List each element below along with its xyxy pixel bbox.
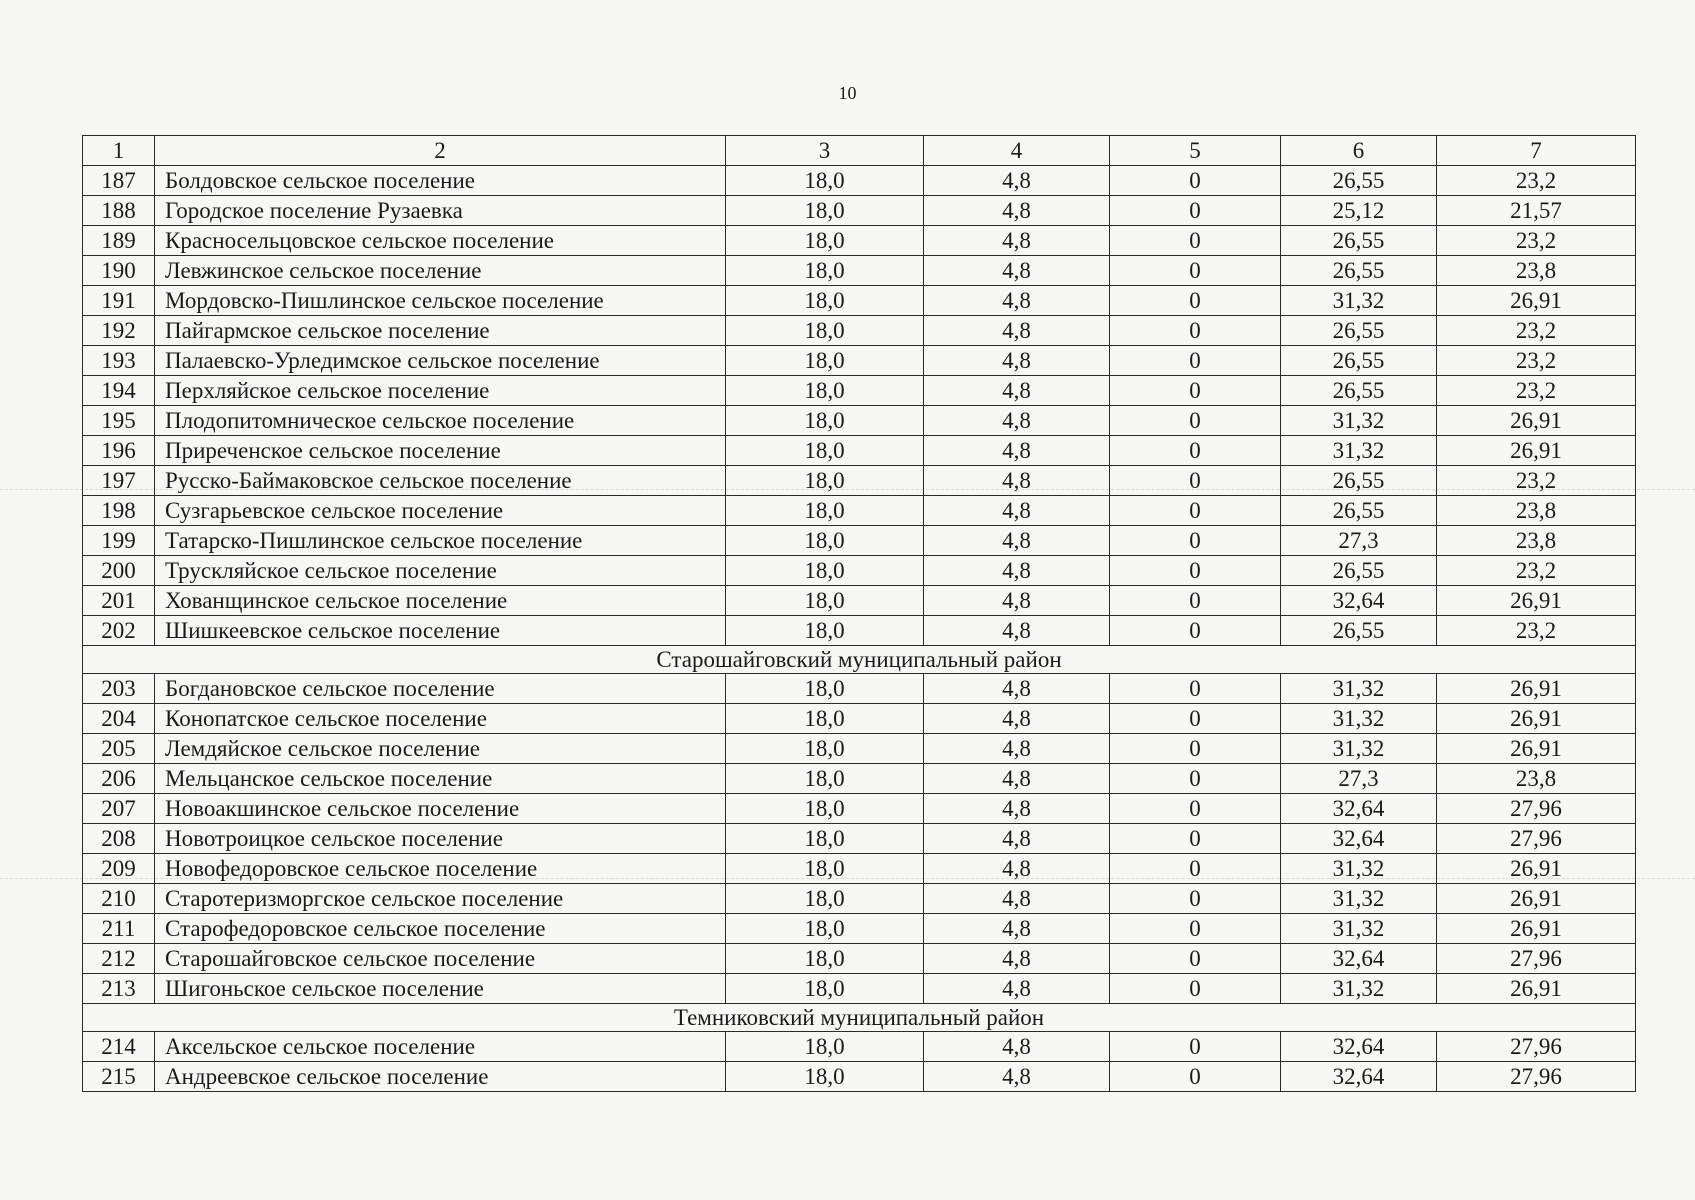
settlement-name: Андреевское сельское поселение xyxy=(155,1062,726,1092)
table-header-row xyxy=(83,136,1636,166)
table-row xyxy=(83,406,1636,436)
row-number: 201 xyxy=(83,586,155,616)
value-col-4: 4,8 xyxy=(924,466,1110,496)
value-col-3: 18,0 xyxy=(726,674,924,704)
value-col-3: 18,0 xyxy=(726,734,924,764)
value-col-3: 18,0 xyxy=(726,884,924,914)
table-row xyxy=(83,704,1636,734)
header-cell: 2 xyxy=(155,136,726,166)
value-col-7: 26,91 xyxy=(1437,974,1636,1004)
value-col-4: 4,8 xyxy=(924,794,1110,824)
settlement-name: Старошайговское сельское поселение xyxy=(155,944,726,974)
value-col-7: 26,91 xyxy=(1437,286,1636,316)
value-col-6: 31,32 xyxy=(1281,704,1437,734)
table-row xyxy=(83,764,1636,794)
value-col-3: 18,0 xyxy=(726,346,924,376)
row-number: 200 xyxy=(83,556,155,586)
header-cell: 5 xyxy=(1110,136,1281,166)
value-col-5: 0 xyxy=(1110,496,1281,526)
table-row xyxy=(83,226,1636,256)
value-col-6: 26,55 xyxy=(1281,346,1437,376)
value-col-6: 26,55 xyxy=(1281,316,1437,346)
value-col-5: 0 xyxy=(1110,854,1281,884)
settlement-name: Болдовское сельское поселение xyxy=(155,166,726,196)
value-col-7: 26,91 xyxy=(1437,436,1636,466)
value-col-4: 4,8 xyxy=(924,586,1110,616)
value-col-5: 0 xyxy=(1110,824,1281,854)
value-col-4: 4,8 xyxy=(924,974,1110,1004)
value-col-7: 23,8 xyxy=(1437,526,1636,556)
value-col-6: 26,55 xyxy=(1281,256,1437,286)
value-col-6: 32,64 xyxy=(1281,1032,1437,1062)
value-col-5: 0 xyxy=(1110,196,1281,226)
row-number: 207 xyxy=(83,794,155,824)
settlement-name: Мордовско-Пишлинское сельское поселение xyxy=(155,286,726,316)
value-col-7: 27,96 xyxy=(1437,794,1636,824)
row-number: 203 xyxy=(83,674,155,704)
value-col-3: 18,0 xyxy=(726,406,924,436)
settlement-name: Новоакшинское сельское поселение xyxy=(155,794,726,824)
value-col-3: 18,0 xyxy=(726,854,924,884)
value-col-3: 18,0 xyxy=(726,376,924,406)
settlement-name: Мельцанское сельское поселение xyxy=(155,764,726,794)
settlement-name: Татарско-Пишлинское сельское поселение xyxy=(155,526,726,556)
value-col-4: 4,8 xyxy=(924,406,1110,436)
settlement-name: Хованщинское сельское поселение xyxy=(155,586,726,616)
value-col-4: 4,8 xyxy=(924,734,1110,764)
row-number: 214 xyxy=(83,1032,155,1062)
value-col-5: 0 xyxy=(1110,794,1281,824)
settlement-name: Пайгармское сельское поселение xyxy=(155,316,726,346)
table-row xyxy=(83,556,1636,586)
value-col-3: 18,0 xyxy=(726,316,924,346)
value-col-6: 32,64 xyxy=(1281,586,1437,616)
value-col-3: 18,0 xyxy=(726,1062,924,1092)
value-col-4: 4,8 xyxy=(924,704,1110,734)
row-number: 205 xyxy=(83,734,155,764)
value-col-6: 26,55 xyxy=(1281,226,1437,256)
value-col-5: 0 xyxy=(1110,526,1281,556)
table-row xyxy=(83,616,1636,646)
value-col-6: 32,64 xyxy=(1281,794,1437,824)
value-col-6: 27,3 xyxy=(1281,526,1437,556)
value-col-6: 26,55 xyxy=(1281,166,1437,196)
value-col-5: 0 xyxy=(1110,166,1281,196)
row-number: 210 xyxy=(83,884,155,914)
table-row xyxy=(83,944,1636,974)
value-col-4: 4,8 xyxy=(924,436,1110,466)
row-number: 190 xyxy=(83,256,155,286)
table-row xyxy=(83,974,1636,1004)
value-col-3: 18,0 xyxy=(726,824,924,854)
header-cell: 1 xyxy=(83,136,155,166)
row-number: 194 xyxy=(83,376,155,406)
value-col-3: 18,0 xyxy=(726,616,924,646)
value-col-3: 18,0 xyxy=(726,166,924,196)
settlement-name: Сузгарьевское сельское поселение xyxy=(155,496,726,526)
table-row xyxy=(83,1062,1636,1092)
value-col-7: 23,2 xyxy=(1437,376,1636,406)
table-row xyxy=(83,436,1636,466)
row-number: 215 xyxy=(83,1062,155,1092)
value-col-4: 4,8 xyxy=(924,316,1110,346)
row-number: 196 xyxy=(83,436,155,466)
settlement-name: Новофедоровское сельское поселение xyxy=(155,854,726,884)
value-col-5: 0 xyxy=(1110,674,1281,704)
value-col-5: 0 xyxy=(1110,256,1281,286)
value-col-3: 18,0 xyxy=(726,196,924,226)
value-col-6: 31,32 xyxy=(1281,914,1437,944)
table-row xyxy=(83,674,1636,704)
table-row xyxy=(83,376,1636,406)
settlement-name: Старотеризморгское сельское поселение xyxy=(155,884,726,914)
value-col-4: 4,8 xyxy=(924,1032,1110,1062)
table-row xyxy=(83,346,1636,376)
settlement-name: Аксельское сельское поселение xyxy=(155,1032,726,1062)
settlement-name: Красносельцовское сельское поселение xyxy=(155,226,726,256)
value-col-6: 31,32 xyxy=(1281,286,1437,316)
value-col-4: 4,8 xyxy=(924,166,1110,196)
settlement-name: Левжинское сельское поселение xyxy=(155,256,726,286)
value-col-6: 32,64 xyxy=(1281,944,1437,974)
settlement-name: Богдановское сельское поселение xyxy=(155,674,726,704)
value-col-4: 4,8 xyxy=(924,496,1110,526)
value-col-6: 27,3 xyxy=(1281,764,1437,794)
row-number: 204 xyxy=(83,704,155,734)
value-col-5: 0 xyxy=(1110,406,1281,436)
value-col-5: 0 xyxy=(1110,616,1281,646)
value-col-3: 18,0 xyxy=(726,436,924,466)
table-row xyxy=(83,286,1636,316)
row-number: 193 xyxy=(83,346,155,376)
header-cell: 4 xyxy=(924,136,1110,166)
table-row xyxy=(83,316,1636,346)
value-col-4: 4,8 xyxy=(924,914,1110,944)
value-col-7: 23,2 xyxy=(1437,316,1636,346)
table-row xyxy=(83,196,1636,226)
row-number: 212 xyxy=(83,944,155,974)
settlement-name: Конопатское сельское поселение xyxy=(155,704,726,734)
value-col-3: 18,0 xyxy=(726,764,924,794)
settlement-name: Новотроицкое сельское поселение xyxy=(155,824,726,854)
value-col-7: 23,2 xyxy=(1437,226,1636,256)
value-col-5: 0 xyxy=(1110,704,1281,734)
table-row xyxy=(83,854,1636,884)
settlement-name: Палаевско-Урледимское сельское поселение xyxy=(155,346,726,376)
value-col-6: 32,64 xyxy=(1281,1062,1437,1092)
value-col-7: 27,96 xyxy=(1437,944,1636,974)
section-header-row xyxy=(83,1004,1636,1032)
value-col-7: 23,2 xyxy=(1437,346,1636,376)
settlement-name: Лемдяйское сельское поселение xyxy=(155,734,726,764)
value-col-5: 0 xyxy=(1110,586,1281,616)
table-row xyxy=(83,884,1636,914)
page-number: 10 xyxy=(838,83,857,103)
settlement-name: Плодопитомническое сельское поселение xyxy=(155,406,726,436)
section-title: Темниковский муниципальный район xyxy=(83,1004,1636,1032)
table-row xyxy=(83,586,1636,616)
value-col-7: 23,8 xyxy=(1437,764,1636,794)
value-col-4: 4,8 xyxy=(924,256,1110,286)
value-col-3: 18,0 xyxy=(726,226,924,256)
value-col-4: 4,8 xyxy=(924,674,1110,704)
table-row xyxy=(83,166,1636,196)
value-col-6: 31,32 xyxy=(1281,854,1437,884)
value-col-5: 0 xyxy=(1110,1062,1281,1092)
value-col-5: 0 xyxy=(1110,436,1281,466)
data-table xyxy=(82,135,1636,1092)
value-col-4: 4,8 xyxy=(924,944,1110,974)
value-col-6: 31,32 xyxy=(1281,406,1437,436)
row-number: 209 xyxy=(83,854,155,884)
value-col-3: 18,0 xyxy=(726,704,924,734)
value-col-6: 31,32 xyxy=(1281,674,1437,704)
value-col-6: 31,32 xyxy=(1281,734,1437,764)
table-row xyxy=(83,526,1636,556)
settlement-name: Старофедоровское сельское поселение xyxy=(155,914,726,944)
value-col-4: 4,8 xyxy=(924,764,1110,794)
value-col-6: 26,55 xyxy=(1281,466,1437,496)
settlement-name: Городское поселение Рузаевка xyxy=(155,196,726,226)
section-title: Старошайговский муниципальный район xyxy=(83,646,1636,674)
value-col-6: 26,55 xyxy=(1281,556,1437,586)
value-col-7: 26,91 xyxy=(1437,854,1636,884)
table-row xyxy=(83,914,1636,944)
settlement-name: Приреченское сельское поселение xyxy=(155,436,726,466)
value-col-5: 0 xyxy=(1110,734,1281,764)
value-col-5: 0 xyxy=(1110,346,1281,376)
settlement-name: Трускляйское сельское поселение xyxy=(155,556,726,586)
value-col-5: 0 xyxy=(1110,914,1281,944)
value-col-4: 4,8 xyxy=(924,226,1110,256)
value-col-7: 23,8 xyxy=(1437,256,1636,286)
table-row xyxy=(83,466,1636,496)
value-col-5: 0 xyxy=(1110,944,1281,974)
row-number: 197 xyxy=(83,466,155,496)
settlement-name: Шишкеевское сельское поселение xyxy=(155,616,726,646)
settlement-name: Перхляйское сельское поселение xyxy=(155,376,726,406)
value-col-5: 0 xyxy=(1110,376,1281,406)
value-col-7: 26,91 xyxy=(1437,674,1636,704)
value-col-5: 0 xyxy=(1110,1032,1281,1062)
value-col-7: 26,91 xyxy=(1437,406,1636,436)
value-col-6: 31,32 xyxy=(1281,436,1437,466)
value-col-5: 0 xyxy=(1110,556,1281,586)
row-number: 198 xyxy=(83,496,155,526)
row-number: 206 xyxy=(83,764,155,794)
row-number: 189 xyxy=(83,226,155,256)
value-col-4: 4,8 xyxy=(924,196,1110,226)
table-row xyxy=(83,496,1636,526)
value-col-6: 32,64 xyxy=(1281,824,1437,854)
value-col-5: 0 xyxy=(1110,286,1281,316)
value-col-7: 26,91 xyxy=(1437,914,1636,944)
table-row xyxy=(83,794,1636,824)
value-col-6: 25,12 xyxy=(1281,196,1437,226)
value-col-7: 21,57 xyxy=(1437,196,1636,226)
row-number: 192 xyxy=(83,316,155,346)
table-body xyxy=(83,166,1636,1092)
row-number: 208 xyxy=(83,824,155,854)
settlement-name: Шигоньское сельское поселение xyxy=(155,974,726,1004)
value-col-3: 18,0 xyxy=(726,914,924,944)
value-col-4: 4,8 xyxy=(924,556,1110,586)
value-col-6: 31,32 xyxy=(1281,884,1437,914)
value-col-5: 0 xyxy=(1110,884,1281,914)
value-col-3: 18,0 xyxy=(726,944,924,974)
settlement-name: Русско-Баймаковское сельское поселение xyxy=(155,466,726,496)
value-col-3: 18,0 xyxy=(726,556,924,586)
value-col-4: 4,8 xyxy=(924,884,1110,914)
table-row xyxy=(83,1032,1636,1062)
row-number: 199 xyxy=(83,526,155,556)
value-col-5: 0 xyxy=(1110,316,1281,346)
value-col-3: 18,0 xyxy=(726,974,924,1004)
value-col-4: 4,8 xyxy=(924,1062,1110,1092)
value-col-7: 23,2 xyxy=(1437,466,1636,496)
value-col-4: 4,8 xyxy=(924,526,1110,556)
value-col-4: 4,8 xyxy=(924,286,1110,316)
table-row xyxy=(83,824,1636,854)
row-number: 191 xyxy=(83,286,155,316)
value-col-3: 18,0 xyxy=(726,496,924,526)
value-col-6: 26,55 xyxy=(1281,376,1437,406)
header-cell: 3 xyxy=(726,136,924,166)
section-header-row xyxy=(83,646,1636,674)
value-col-3: 18,0 xyxy=(726,794,924,824)
row-number: 211 xyxy=(83,914,155,944)
value-col-3: 18,0 xyxy=(726,526,924,556)
value-col-4: 4,8 xyxy=(924,616,1110,646)
row-number: 187 xyxy=(83,166,155,196)
value-col-7: 23,2 xyxy=(1437,556,1636,586)
value-col-7: 26,91 xyxy=(1437,734,1636,764)
value-col-4: 4,8 xyxy=(924,824,1110,854)
value-col-7: 23,2 xyxy=(1437,616,1636,646)
value-col-3: 18,0 xyxy=(726,1032,924,1062)
value-col-5: 0 xyxy=(1110,226,1281,256)
table-row xyxy=(83,256,1636,286)
value-col-7: 23,8 xyxy=(1437,496,1636,526)
value-col-6: 26,55 xyxy=(1281,616,1437,646)
value-col-6: 31,32 xyxy=(1281,974,1437,1004)
value-col-6: 26,55 xyxy=(1281,496,1437,526)
row-number: 188 xyxy=(83,196,155,226)
value-col-4: 4,8 xyxy=(924,346,1110,376)
header-cell: 6 xyxy=(1281,136,1437,166)
header-cell: 7 xyxy=(1437,136,1636,166)
value-col-4: 4,8 xyxy=(924,854,1110,884)
value-col-3: 18,0 xyxy=(726,586,924,616)
row-number: 195 xyxy=(83,406,155,436)
value-col-7: 27,96 xyxy=(1437,1032,1636,1062)
table-row xyxy=(83,734,1636,764)
value-col-3: 18,0 xyxy=(726,466,924,496)
row-number: 213 xyxy=(83,974,155,1004)
row-number: 202 xyxy=(83,616,155,646)
value-col-7: 27,96 xyxy=(1437,1062,1636,1092)
value-col-7: 26,91 xyxy=(1437,884,1636,914)
value-col-3: 18,0 xyxy=(726,286,924,316)
value-col-3: 18,0 xyxy=(726,256,924,286)
value-col-7: 26,91 xyxy=(1437,704,1636,734)
value-col-5: 0 xyxy=(1110,764,1281,794)
value-col-7: 27,96 xyxy=(1437,824,1636,854)
value-col-4: 4,8 xyxy=(924,376,1110,406)
value-col-7: 23,2 xyxy=(1437,166,1636,196)
value-col-5: 0 xyxy=(1110,466,1281,496)
value-col-7: 26,91 xyxy=(1437,586,1636,616)
value-col-5: 0 xyxy=(1110,974,1281,1004)
